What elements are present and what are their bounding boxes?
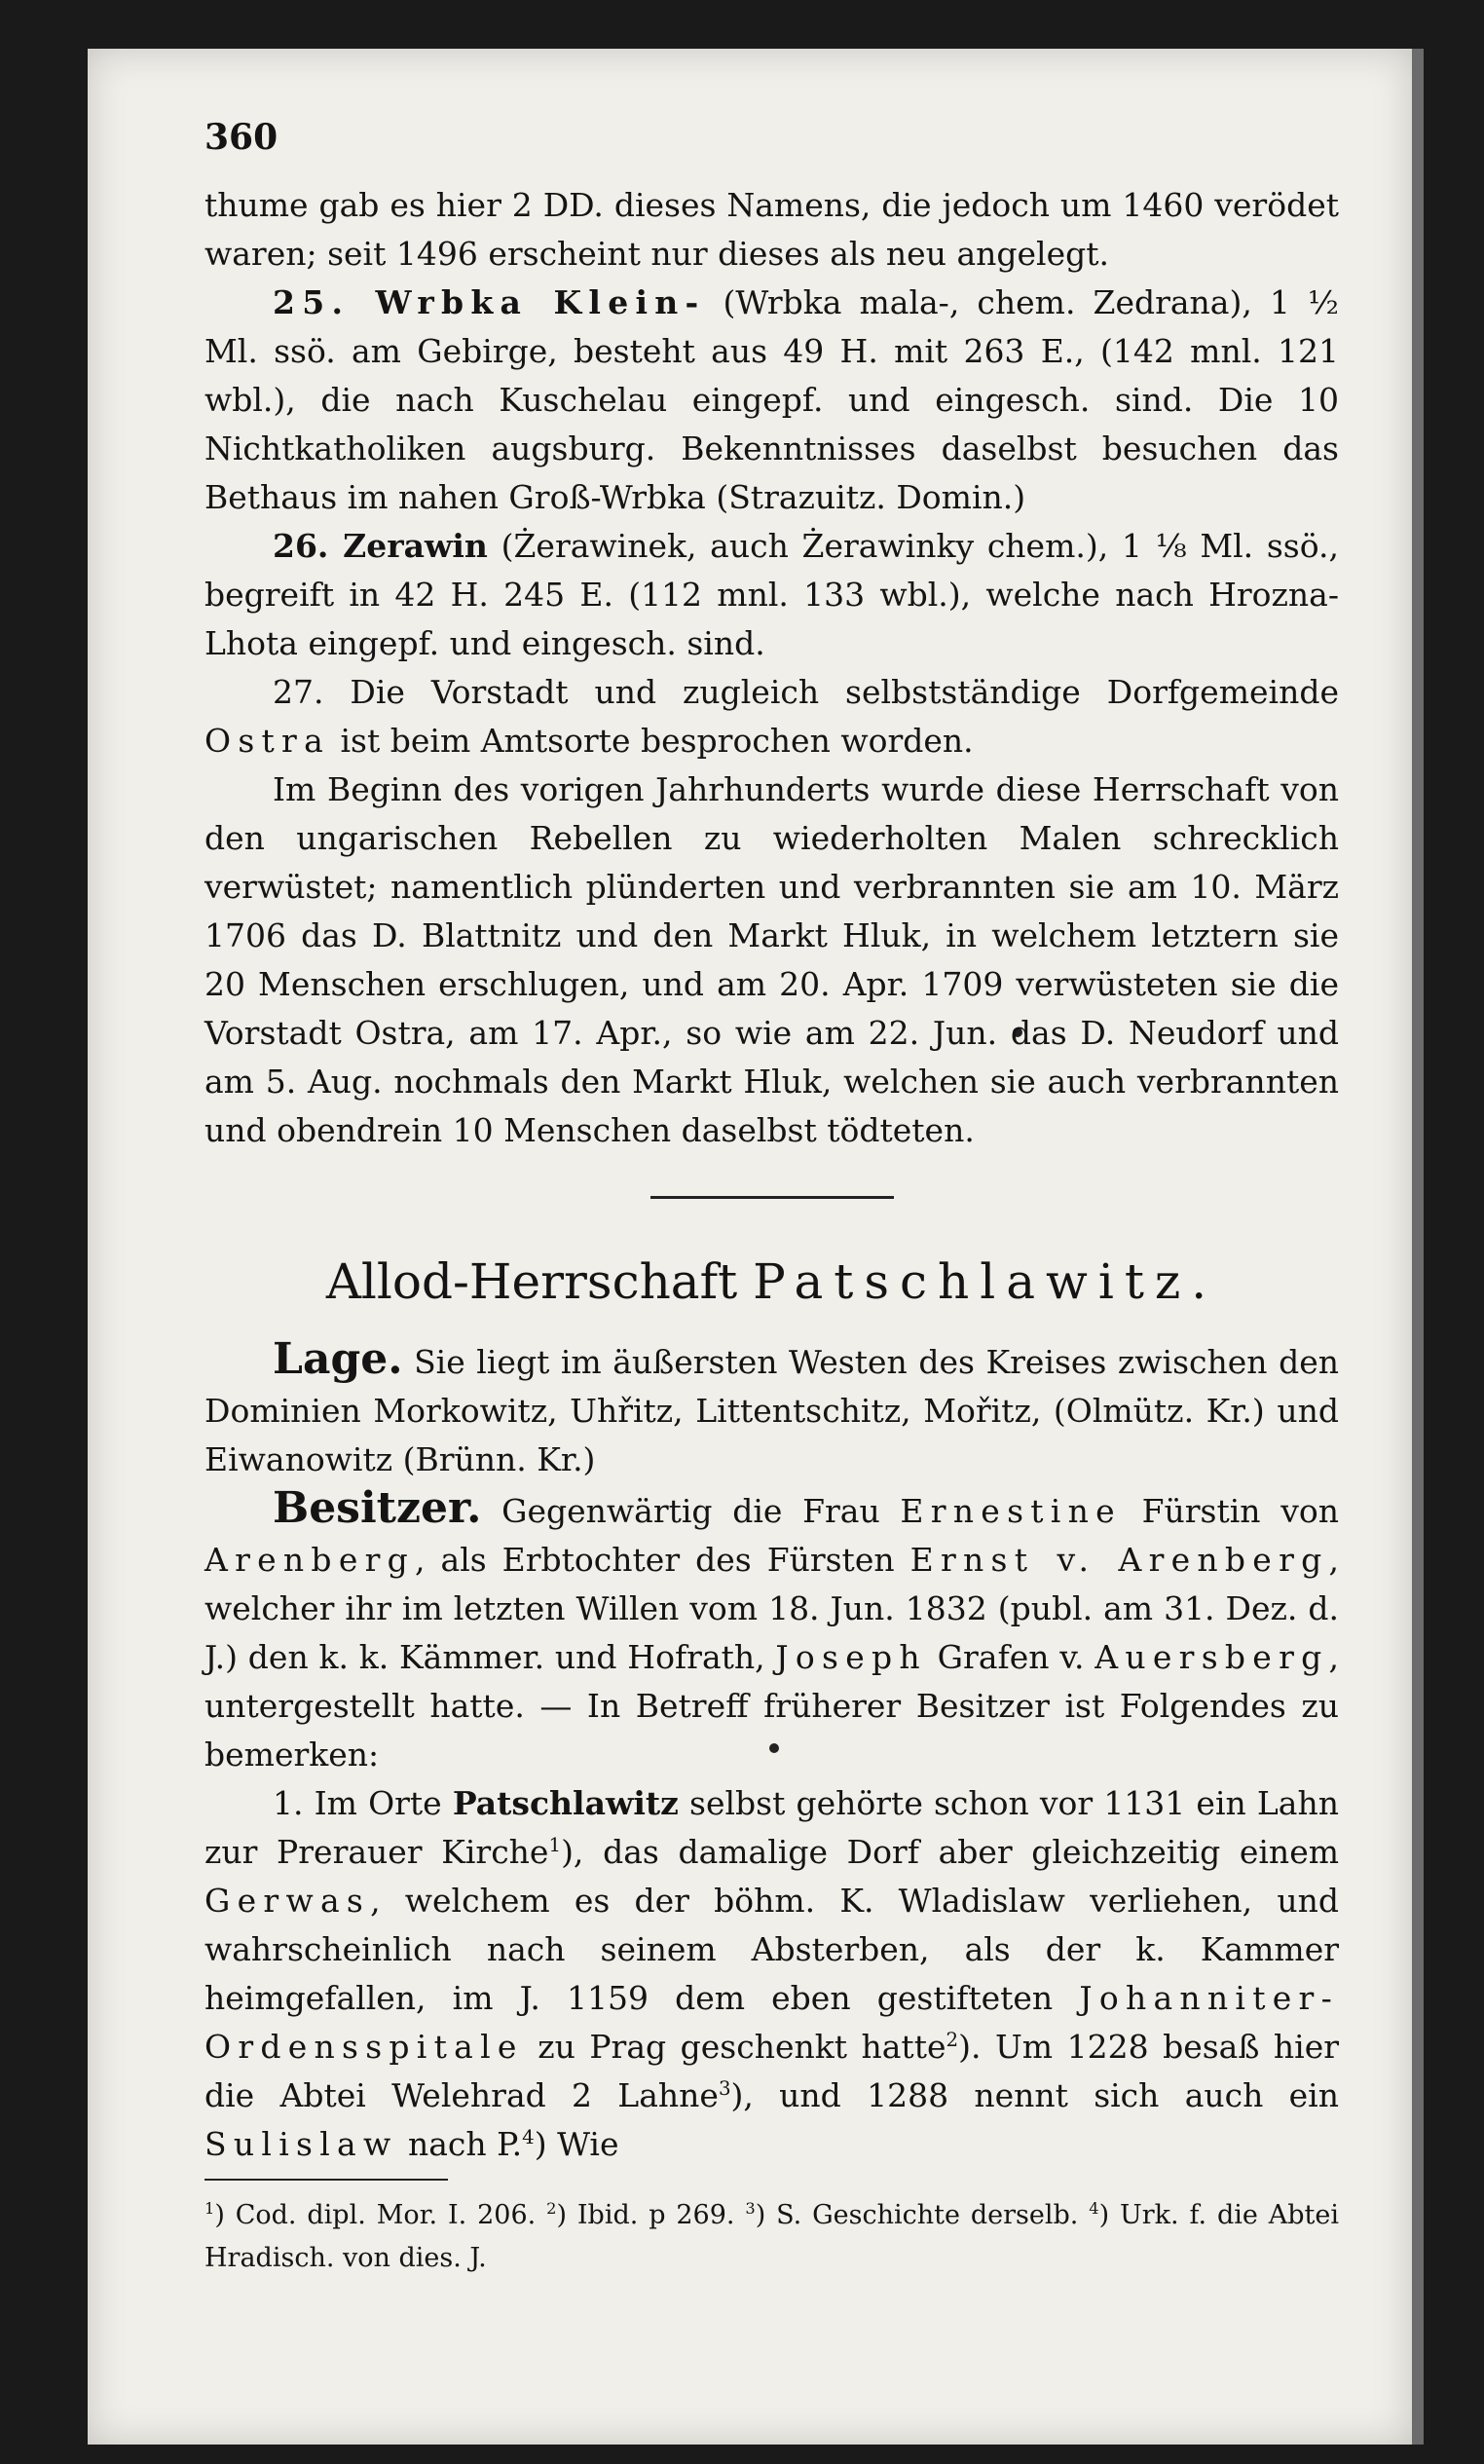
footnote-ref-2[interactable]: 2 [946,2029,959,2051]
item-25-heading: 25. Wrbka Klein- [273,283,706,321]
page-number: 360 [204,117,278,158]
paragraph-item-25 [204,279,1339,522]
patschlawitz-name: Patschlawitz [452,1784,679,1822]
page-content [204,117,1339,2280]
ostra-name: Ostra [204,722,330,760]
paragraph-item-27: 27. Die Vorstadt und zugleich selbstständige Dorfgemeinde Ostra ist beim Amtsorte besprochen worden. [204,673,1339,760]
paragraph-item-1: 1. Im Orte Patschlawitz selbst gehörte schon vor 1131 ein Lahn zur Prerauer Kirche$^1$), das damalige Dorf aber gleichzeitig einem Gerwas, welchem es der böhm. K. Wladislaw verliehen, und wahrscheinlich nach seinem Absterben, als der k. Kammer heimgefallen, im J. 1159 dem eben gestifteten Johanniter-Ordensspitale zu Prag geschenkt hatte$^2$). Um 1228 besaß hier die Abtei Welehrad 2 Lahne$^3$), und 1288 nennt sich auch ein Sulislaw nach P.$^4$) Wie [204,1784,1340,2163]
paragraph-lage [204,1335,1339,1484]
paragraph-continuation: thume gab es hier 2 DD. dieses Namens, die jedoch um 1460 verödet waren; seit 1496 erscheint nur dieses als neu angelegt. [204,186,1339,273]
lage-label: Lage. [273,1334,403,1384]
item-26-text: (Żerawinek, auch Żerawinky chem.), 1 ⅛ Ml. ssö., begreift in 42 H. 245 E. (112 mnl. 133 wbl.), welche nach Hrozna-Lhota eingepf. und eingesch. sind. [204,527,1339,662]
paragraph-besitzer: Besitzer. Gegenwärtig die Frau Ernestine Fürstin von Arenberg, als Erbtochter des Fürsten Ernst v. Arenberg, welcher ihr im letzten Willen vom 18. Jun. 1832 (publ. am 31. Dez. d. J.) den k. k. Kämmer. und Hofrath, Joseph Grafen v. Auersberg, untergestellt hatte. — In Betreff früherer Besitzer ist Folgendes zu bemerken: [204,1483,1340,1773]
besitzer-label: Besitzer. [273,1483,482,1533]
footnote-rule [204,2179,448,2181]
section-divider [650,1196,894,1199]
footnote-ref-4[interactable]: 4 [522,2126,535,2148]
paragraph-item-26 [204,522,1339,668]
footnotes: $^1$) Cod. dipl. Mor. I. 206. $^2$) Ibid. p 269. $^3$) S. Geschichte derselb. $^4$) Urk. f. die Abtei Hradisch. von dies. J. [204,2199,1340,2273]
page-edge [1412,49,1424,2445]
paragraph-history: Im Beginn des vorigen Jahrhunderts wurde diese Herrschaft von den ungarischen Rebellen zu wiederholten Malen schrecklich verwüstet; namentlich plünderten und verbrannten sie am 10. März 1706 das D. Blattnitz und den Markt Hluk, in welchem letztern sie 20 Menschen erschlugen, und am 20. Apr. 1709 verwüsteten sie die Vorstadt Ostra, am 17. Apr., so wie am 22. Jun. das D. Neudorf und am 5. Aug. nochmals den Markt Hluk, welchen sie auch verbrannten und obendrein 10 Menschen daselbst tödteten. [204,770,1339,1149]
footnote-ref-3[interactable]: 3 [718,2077,731,2100]
section-title: Allod-Herrschaft Patschlawitz. [325,1253,1218,1310]
footnote-ref-1[interactable]: 1 [548,1834,562,1856]
item-25-text: (Wrbka mala-, chem. Zedrana), 1 ½ Ml. ssö. am Gebirge, besteht aus 49 H. mit 263 E., (142 mnl. 121 wbl.), die nach Kuschelau eingepf. und eingesch. sind. Die 10 Nichtkatholiken augsburg. Bekenntnisses daselbst besuchen das Bethaus im nahen Groß-Wrbka (Strazuitz. Domin.) [204,283,1339,516]
item-26-heading: 26. Zerawin [273,527,488,565]
lage-text: Sie liegt im äußersten Westen des Kreises zwischen den Dominien Morkowitz, Uhřitz, Littentschitz, Mořitz, (Olmütz. Kr.) und Eiwanowitz (Brünn. Kr.) [204,1343,1339,1478]
